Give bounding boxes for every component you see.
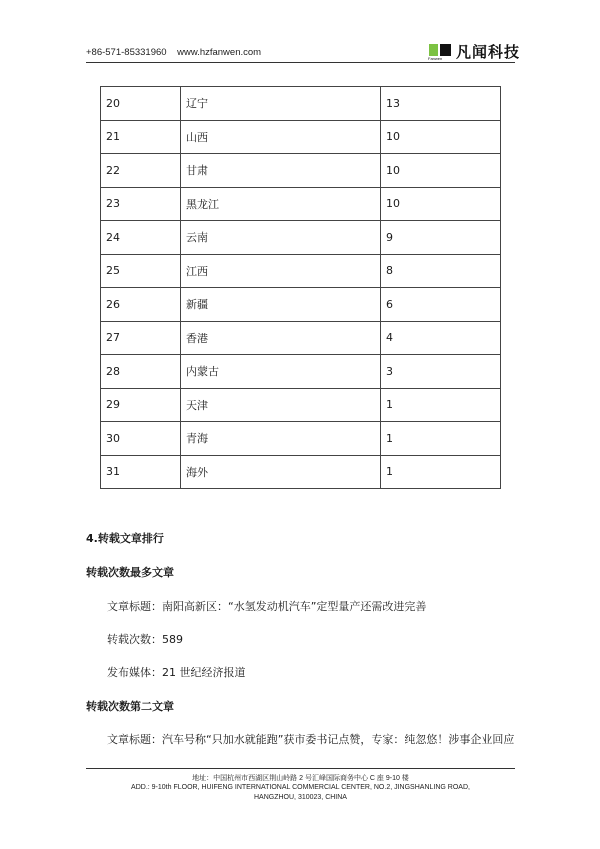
region-cell: 山西	[181, 120, 381, 154]
region-cell: 内蒙古	[181, 355, 381, 389]
region-cell: 天津	[181, 388, 381, 422]
first-article-count: 转载次数：589	[107, 633, 183, 646]
region-cell: 云南	[181, 221, 381, 255]
count-cell: 9	[381, 221, 501, 255]
count-cell: 8	[381, 254, 501, 288]
first-article-title: 文章标题：南阳高新区：“水氢发动机汽车”定型量产还需改进完善	[107, 600, 427, 613]
region-cell: 黑龙江	[181, 187, 381, 221]
rank-cell: 20	[101, 87, 181, 121]
count-cell: 1	[381, 422, 501, 456]
region-cell: 甘肃	[181, 154, 381, 188]
table-row	[101, 120, 501, 154]
table-row	[101, 288, 501, 322]
rank-cell: 24	[101, 221, 181, 255]
rank-cell: 29	[101, 388, 181, 422]
rank-cell: 31	[101, 455, 181, 489]
first-article-media: 发布媒体：21 世纪经济报道	[107, 666, 246, 679]
footer-divider	[86, 768, 515, 769]
count-cell: 10	[381, 154, 501, 188]
logo-text: 凡闻科技	[456, 43, 521, 61]
table-row	[101, 87, 501, 121]
count-cell: 10	[381, 187, 501, 221]
count-cell: 10	[381, 120, 501, 154]
count-cell: 1	[381, 455, 501, 489]
rank-cell: 28	[101, 355, 181, 389]
table-row	[101, 254, 501, 288]
rank-cell: 23	[101, 187, 181, 221]
region-cell: 海外	[181, 455, 381, 489]
rank-cell: 21	[101, 120, 181, 154]
rank-cell: 26	[101, 288, 181, 322]
region-cell: 江西	[181, 254, 381, 288]
table-row	[101, 221, 501, 255]
rank-cell: 22	[101, 154, 181, 188]
footer-address-en-1: ADD.: 9-10th FLOOR, HUIFENG INTERNATIONAL COMMERCIAL CENTER, NO.2, JINGSHANLING ROAD,	[131, 784, 470, 791]
company-logo	[428, 41, 520, 62]
logo-icon	[428, 43, 454, 61]
table-row	[101, 187, 501, 221]
header-divider	[86, 62, 515, 63]
second-article-title: 文章标题：汽车号称“只加水就能跑”获市委书记点赞，专家：纯忽悠！涉事企业回应	[107, 733, 515, 746]
second-article-heading: 转载次数第二文章	[86, 700, 174, 713]
rank-cell: 25	[101, 254, 181, 288]
table-row	[101, 321, 501, 355]
count-cell: 6	[381, 288, 501, 322]
count-cell: 4	[381, 321, 501, 355]
region-cell: 辽宁	[181, 87, 381, 121]
rank-cell: 30	[101, 422, 181, 456]
count-cell: 13	[381, 87, 501, 121]
table-row	[101, 355, 501, 389]
region-table-body	[101, 87, 501, 489]
region-cell: 青海	[181, 422, 381, 456]
table-row	[101, 422, 501, 456]
footer-address-cn: 地址：中国杭州市西湖区荆山岭路 2 号汇峰国际商务中心 C 座 9-10 楼	[192, 775, 409, 782]
table-row	[101, 455, 501, 489]
count-cell: 1	[381, 388, 501, 422]
section-title: 4.转载文章排行	[86, 532, 164, 545]
logo-small-text: Fanwen	[428, 55, 443, 61]
table-row	[101, 388, 501, 422]
region-table	[100, 86, 501, 489]
footer-address-en-2: HANGZHOU, 310023, CHINA	[254, 794, 347, 801]
table-row	[101, 154, 501, 188]
header-contact: +86-571-85331960 www.hzfanwen.com	[86, 47, 262, 58]
rank-cell: 27	[101, 321, 181, 355]
count-cell: 3	[381, 355, 501, 389]
region-cell: 香港	[181, 321, 381, 355]
region-cell: 新疆	[181, 288, 381, 322]
first-article-heading: 转载次数最多文章	[86, 566, 174, 579]
